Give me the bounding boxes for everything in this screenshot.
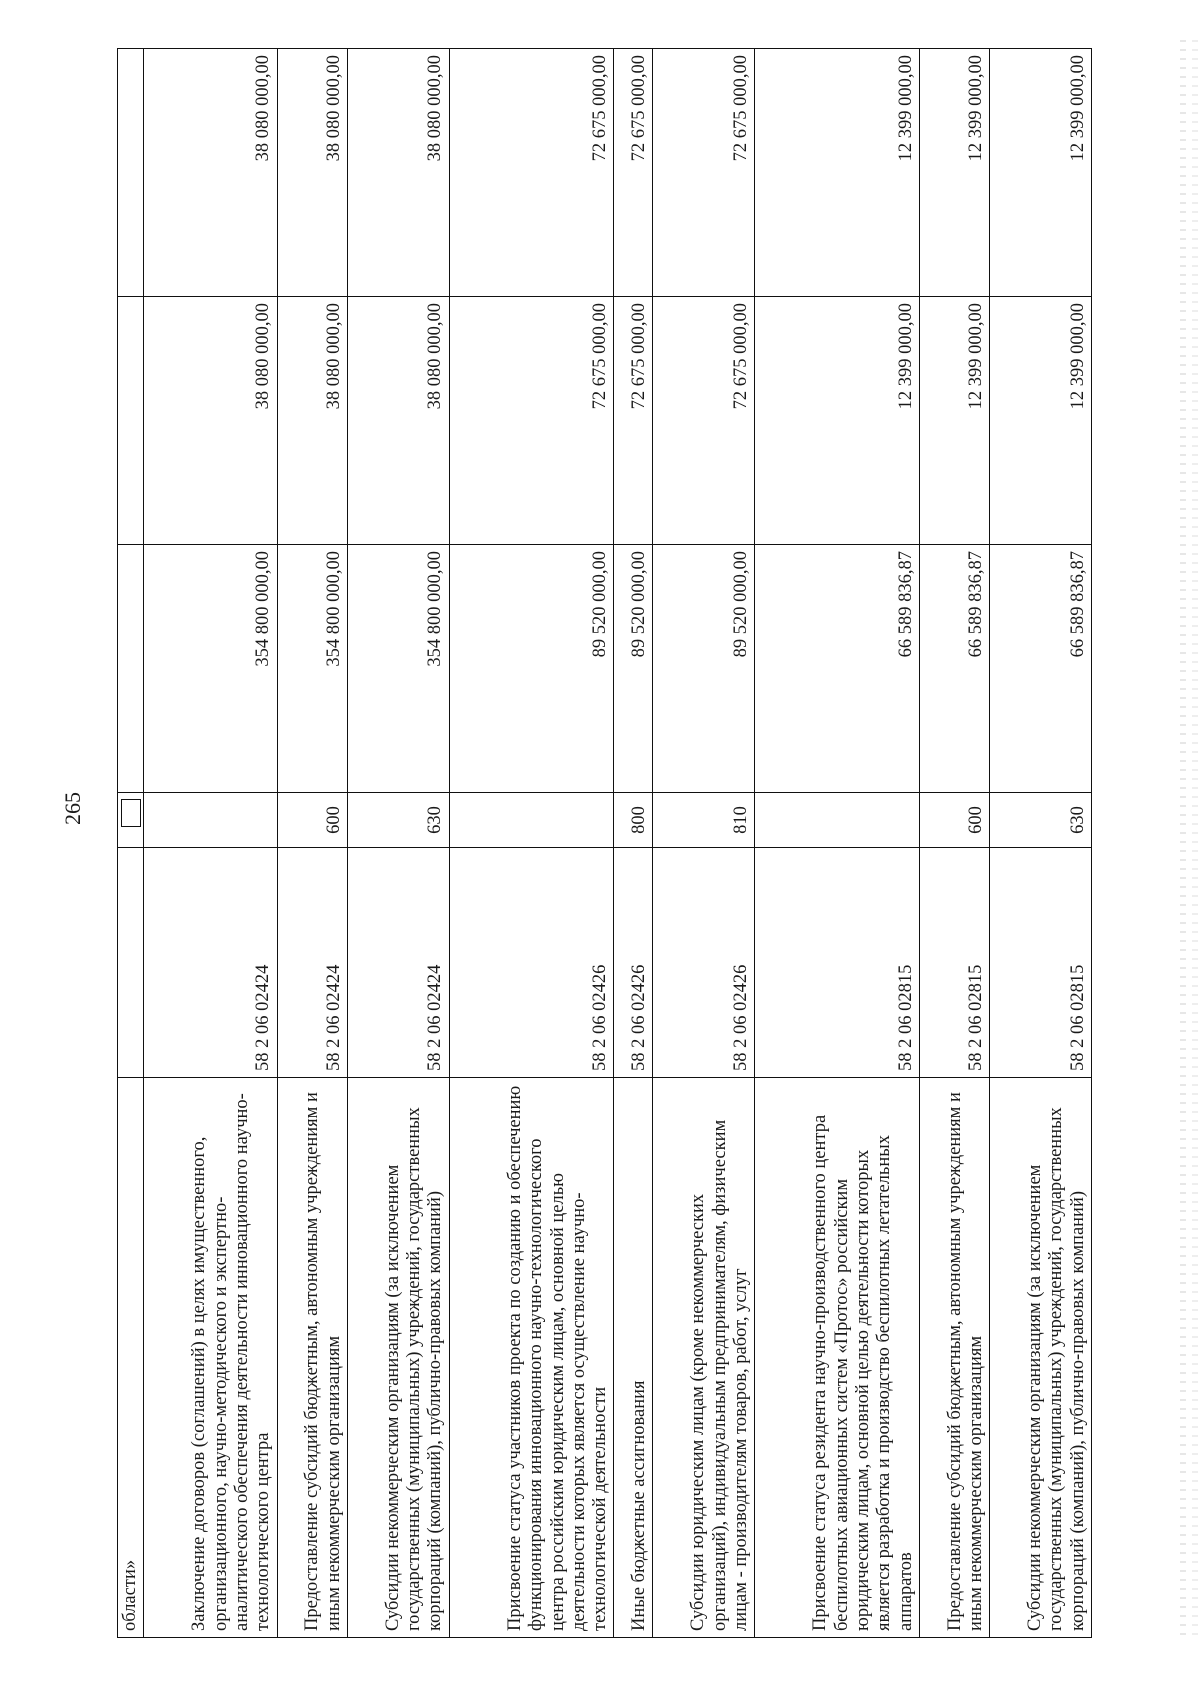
row-amount-cell: 12 399 000,00 (755, 49, 920, 297)
row-vr-cell: 810 (653, 793, 755, 848)
row-amount-cell: 66 589 836,87 (990, 545, 1092, 793)
row-amount-cell: 12 399 000,00 (990, 49, 1092, 297)
row-code-cell: 58 2 06 02424 (144, 848, 277, 1078)
row-name-cell: Предоставление субсидий бюджетным, автономным учреждениям и иным некоммерческим организациям (919, 1078, 989, 1638)
row-vr-cell (449, 793, 614, 848)
row-vr-cell: 600 (277, 793, 347, 848)
table-row (990, 49, 1092, 1638)
row-code-cell: 58 2 06 02815 (755, 848, 920, 1078)
row-code-cell (118, 848, 144, 1078)
row-name-cell: Субсидии некоммерческим организациям (за исключением государственных (муниципальных) учреждений, государственных корпораций (компаний), публично-правовых компаний) (990, 1078, 1092, 1638)
table-row (144, 49, 277, 1638)
row-amount-cell: 72 675 000,00 (614, 49, 653, 297)
budget-table (117, 48, 1092, 1638)
row-amount-cell: 72 675 000,00 (449, 49, 614, 297)
row-amount-cell: 89 520 000,00 (653, 545, 755, 793)
table-row (347, 49, 449, 1638)
row-code-cell: 58 2 06 02424 (277, 848, 347, 1078)
row-vr-cell: 600 (919, 793, 989, 848)
table-row (755, 49, 920, 1638)
table-row (653, 49, 755, 1638)
row-amount-cell: 354 800 000,00 (347, 545, 449, 793)
row-code-cell: 58 2 06 02426 (653, 848, 755, 1078)
row-code-cell: 58 2 06 02426 (449, 848, 614, 1078)
row-amount-cell: 89 520 000,00 (614, 545, 653, 793)
row-name-cell: Иные бюджетные ассигнования (614, 1078, 653, 1638)
table-row (919, 49, 989, 1638)
row-amount-cell: 72 675 000,00 (449, 297, 614, 545)
row-amount-cell: 66 589 836,87 (919, 545, 989, 793)
row-code-cell: 58 2 06 02424 (347, 848, 449, 1078)
row-code-cell: 58 2 06 02815 (919, 848, 989, 1078)
row-vr-cell: 630 (347, 793, 449, 848)
row-amount-cell (118, 49, 144, 297)
row-amount-cell: 38 080 000,00 (347, 297, 449, 545)
row-amount-cell: 38 080 000,00 (277, 297, 347, 545)
row-name-cell: Субсидии некоммерческим организациям (за исключением государственных (муниципальных) учреждений, государственных корпораций (компаний), публично-правовых компаний) (347, 1078, 449, 1638)
row-name-cell: области» (118, 1078, 144, 1638)
budget-table-rotated (117, 48, 1092, 1638)
scan-margin-artifact (1192, 40, 1198, 1640)
table-row (449, 49, 614, 1638)
row-vr-cell: 800 (614, 793, 653, 848)
row-vr-cell (755, 793, 920, 848)
row-name-cell: Заключение договоров (соглашений) в целях имущественного, организационного, научно-методического и экспертно-аналитического обеспечения деятельности инновационного научно-технологического центра (144, 1078, 277, 1638)
table-row (277, 49, 347, 1638)
row-vr-cell (144, 793, 277, 848)
row-amount-cell: 72 675 000,00 (653, 297, 755, 545)
row-amount-cell: 72 675 000,00 (653, 49, 755, 297)
row-amount-cell: 354 800 000,00 (277, 545, 347, 793)
row-amount-cell: 12 399 000,00 (990, 297, 1092, 545)
empty-box (121, 799, 141, 827)
table-row (118, 49, 144, 1638)
row-code-cell: 58 2 06 02815 (990, 848, 1092, 1078)
row-amount-cell: 38 080 000,00 (144, 297, 277, 545)
row-amount-cell: 38 080 000,00 (277, 49, 347, 297)
row-amount-cell (118, 545, 144, 793)
row-amount-cell: 38 080 000,00 (144, 49, 277, 297)
row-name-cell: Субсидии юридическим лицам (кроме некоммерческих организаций), индивидуальным предпринимателям, физическим лицам - производителям товаров, работ, услуг (653, 1078, 755, 1638)
row-name-cell: Предоставление субсидий бюджетным, автономным учреждениям и иным некоммерческим организациям (277, 1078, 347, 1638)
row-name-cell: Присвоение статуса участников проекта по созданию и обеспечению функционирования инновационного научно-технологического центра российским юридическим лицам, основной целью деятельности которых является осуществление научно-технологической деятельности (449, 1078, 614, 1638)
row-amount-cell: 12 399 000,00 (919, 297, 989, 545)
row-amount-cell: 12 399 000,00 (919, 49, 989, 297)
row-amount-cell (118, 297, 144, 545)
row-amount-cell: 354 800 000,00 (144, 545, 277, 793)
row-amount-cell: 72 675 000,00 (614, 297, 653, 545)
scan-margin-artifact (1180, 40, 1186, 1640)
row-amount-cell: 38 080 000,00 (347, 49, 449, 297)
row-name-cell: Присвоение статуса резидента научно-производственного центра беспилотных авиационных систем «Протос» российским юридическим лицам, основной целью деятельности которых является разработка и производство беспилотных летательных аппаратов (755, 1078, 920, 1638)
row-amount-cell: 89 520 000,00 (449, 545, 614, 793)
row-vr-cell: 630 (990, 793, 1092, 848)
table-row (614, 49, 653, 1638)
page-number: 265 (60, 792, 85, 825)
row-vr-cell (118, 793, 144, 848)
row-code-cell: 58 2 06 02426 (614, 848, 653, 1078)
row-amount-cell: 12 399 000,00 (755, 297, 920, 545)
row-amount-cell: 66 589 836,87 (755, 545, 920, 793)
